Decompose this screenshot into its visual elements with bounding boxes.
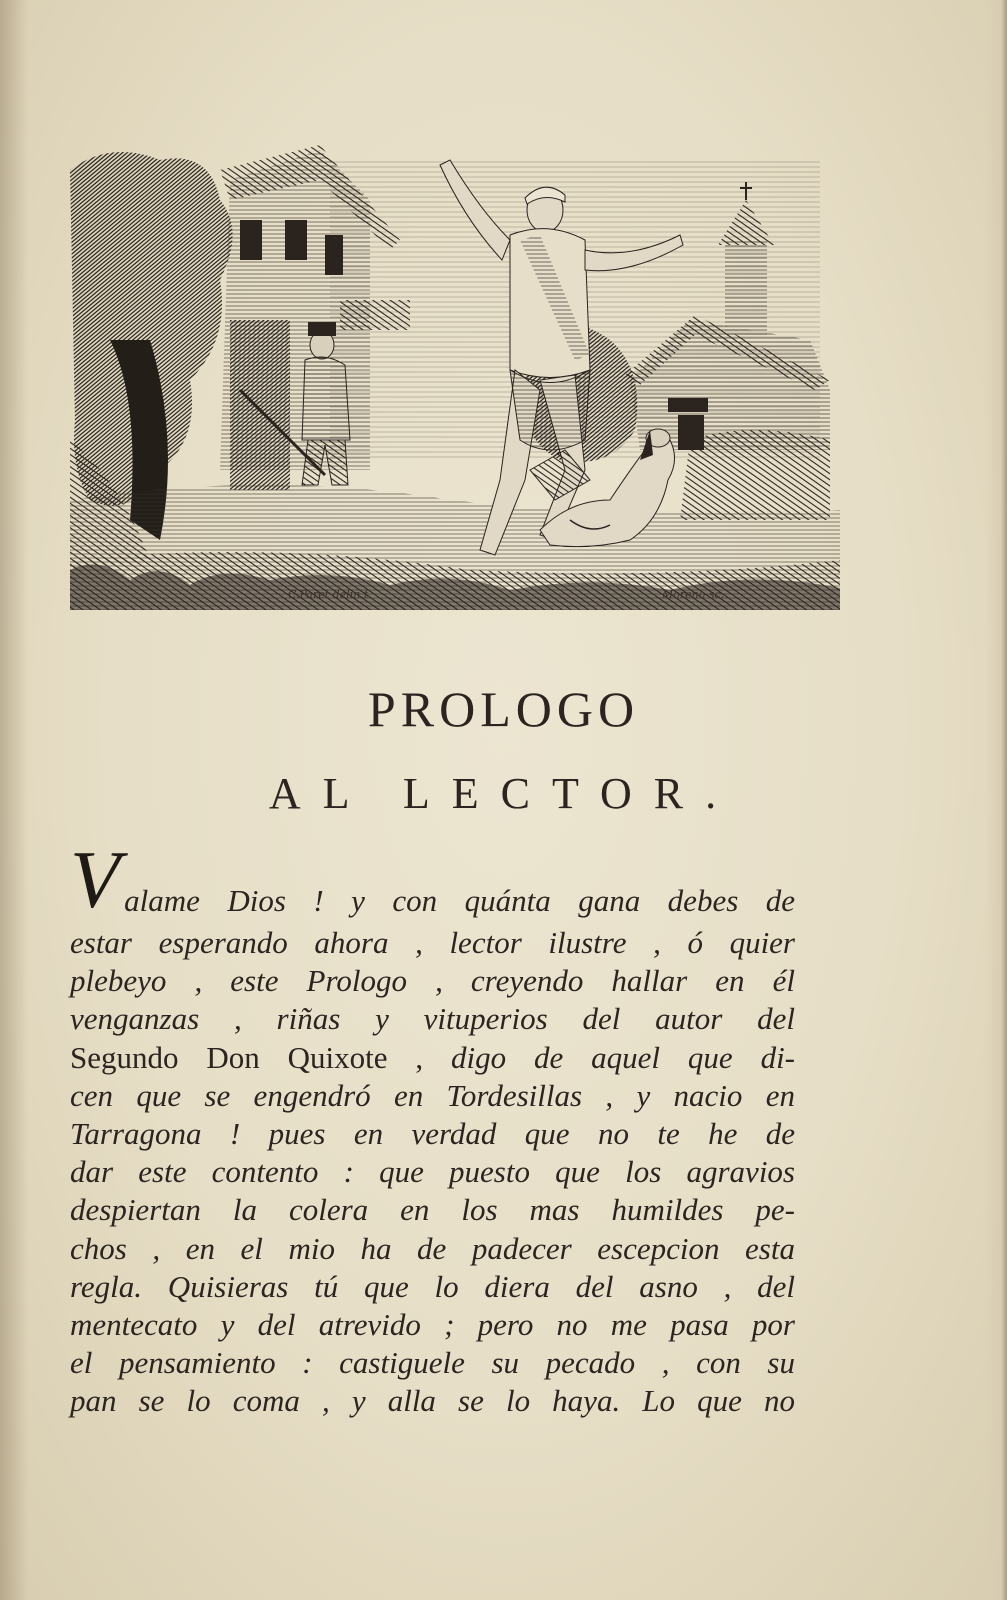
text-line-6: cen que se engendró en Tordesillas , y nacio en [70,1077,795,1113]
text-line-11: regla. Quisieras tú que lo diera del asno , del [70,1268,795,1304]
body-text [70,834,796,1420]
text-line-8: dar este contento : que puesto que los agravios [70,1154,795,1190]
illustrator-credit: C.Paret delin.t [288,588,369,601]
engraver-credit: Moreno sc. [662,588,725,601]
text-line-5-italic: digo de aquel que di- [451,1039,796,1075]
text-line-1 [70,834,795,925]
drop-cap: V [70,834,121,925]
text-line-10: chos , en el mio ha de padecer escepcion esta [70,1230,795,1266]
text-line-7: Tarragona ! pues en verdad que no te he de [70,1115,795,1151]
text-line-4: venganzas , riñas y vituperios del autor del [70,1001,795,1037]
text-line-2: estar esperando ahora , lector ilustre , ó quier [70,925,795,960]
text-line-3: plebeyo , este Prologo , creyendo hallar en él [70,963,795,999]
text-line-14: pan se lo coma , y alla se lo haya. Lo que no [70,1383,795,1419]
page-subtitle: AL LECTOR. [268,769,739,818]
text-line-12: mentecato y del atrevido ; pero no me pasa por [70,1306,795,1342]
page-title: PROLOGO [367,681,640,737]
text-line-5 [70,1039,795,1077]
engraving-illustration [70,140,840,610]
text-line-9: despiertan la colera en los mas humildes pe- [70,1192,795,1228]
text-line-1-rest: alame Dios ! y con quánta gana debes de [124,883,795,918]
text-line-13: el pensamiento : castiguele su pecado , con su [70,1345,795,1381]
text-line-5-roman: Segundo Don Quixote , [70,1039,424,1075]
